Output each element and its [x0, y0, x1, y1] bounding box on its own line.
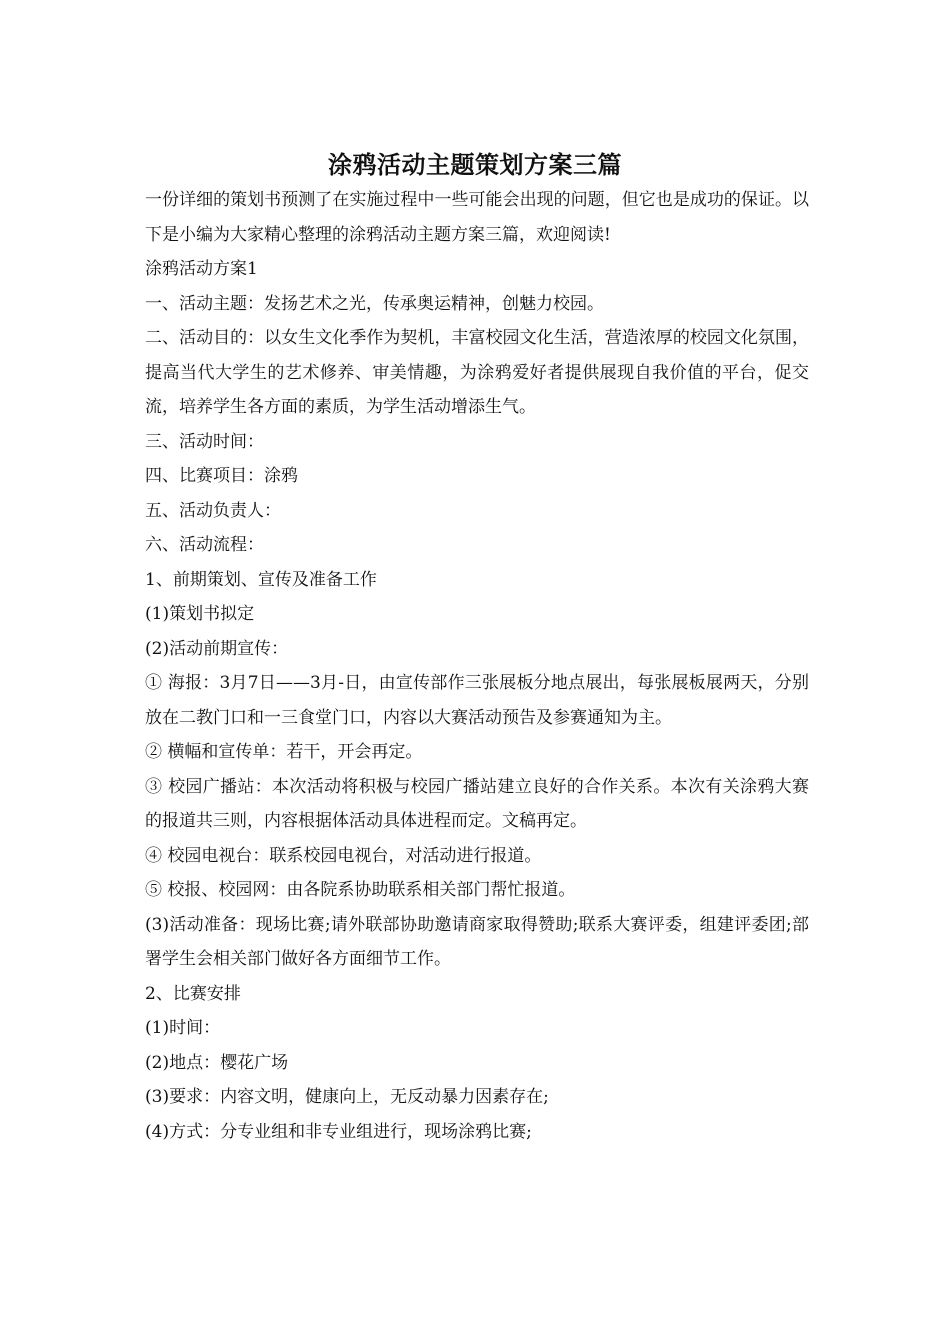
document-body [145, 183, 809, 1149]
paragraph-banner: ② 横幅和宣传单：若干，开会再定。 [145, 742, 423, 762]
paragraph-poster: ① 海报：3月7日——3月-日，由宣传部作三张展板分地点展出，每张展板展两天，分别放在二教门口和一三食堂门口，内容以大赛活动预告及参赛通知为主。 [145, 673, 809, 728]
paragraph-process: 六、活动流程： [145, 535, 264, 555]
paragraph-event-item: 四、比赛项目：涂鸦 [145, 466, 298, 486]
paragraph-newspaper: ⑤ 校报、校园网：由各院系协助联系相关部门帮忙报道。 [145, 880, 576, 900]
paragraph-contest-time: (1)时间： [145, 1018, 221, 1038]
paragraph-purpose: 二、活动目的：以女生文化季作为契机，丰富校园文化生活，营造浓厚的校园文化氛围，提高当代大学生的艺术修养、审美情趣，为涂鸦爱好者提供展现自我价值的平台，促交流，培养学生各方面的素质，为学生活动增添生气。 [145, 328, 809, 417]
paragraph-tv: ④ 校园电视台：联系校园电视台，对活动进行报道。 [145, 845, 542, 866]
paragraph-theme: 一、活动主题：发扬艺术之光，传承奥运精神，创魅力校园。 [145, 293, 604, 314]
intro-paragraph: 一份详细的策划书预测了在实施过程中一些可能会出现的问题，但它也是成功的保证。以下是小编为大家精心整理的涂鸦活动主题方案三篇，欢迎阅读! [145, 190, 809, 245]
paragraph-prep-work: 1、前期策划、宣传及准备工作 [145, 569, 377, 590]
paragraph-preparation: (3)活动准备：现场比赛;请外联部协助邀请商家取得赞助;联系大赛评委，组建评委团;部署学生会相关部门做好各方面细节工作。 [145, 914, 809, 969]
paragraph-plan-draft: (1)策划书拟定 [145, 604, 255, 624]
paragraph-time: 三、活动时间： [145, 431, 264, 452]
section-heading-plan-1: 涂鸦活动方案1 [145, 259, 258, 279]
paragraph-contest-requirements: (3)要求：内容文明，健康向上，无反动暴力因素存在; [145, 1087, 549, 1107]
paragraph-promotion: (2)活动前期宣传： [145, 638, 289, 659]
document-title: 涂鸦活动主题策划方案三篇 [328, 150, 622, 180]
paragraph-person-in-charge: 五、活动负责人： [145, 500, 281, 521]
paragraph-contest-method: (4)方式：分专业组和非专业组进行，现场涂鸦比赛; [145, 1121, 532, 1142]
paragraph-contest-location: (2)地点：樱花广场 [145, 1052, 289, 1073]
paragraph-radio: ③ 校园广播站：本次活动将积极与校园广播站建立良好的合作关系。本次有关涂鸦大赛的报道共三则，内容根据体活动具体进程而定。文稿再定。 [145, 776, 809, 831]
paragraph-contest-arrangement: 2、比赛安排 [145, 983, 241, 1004]
